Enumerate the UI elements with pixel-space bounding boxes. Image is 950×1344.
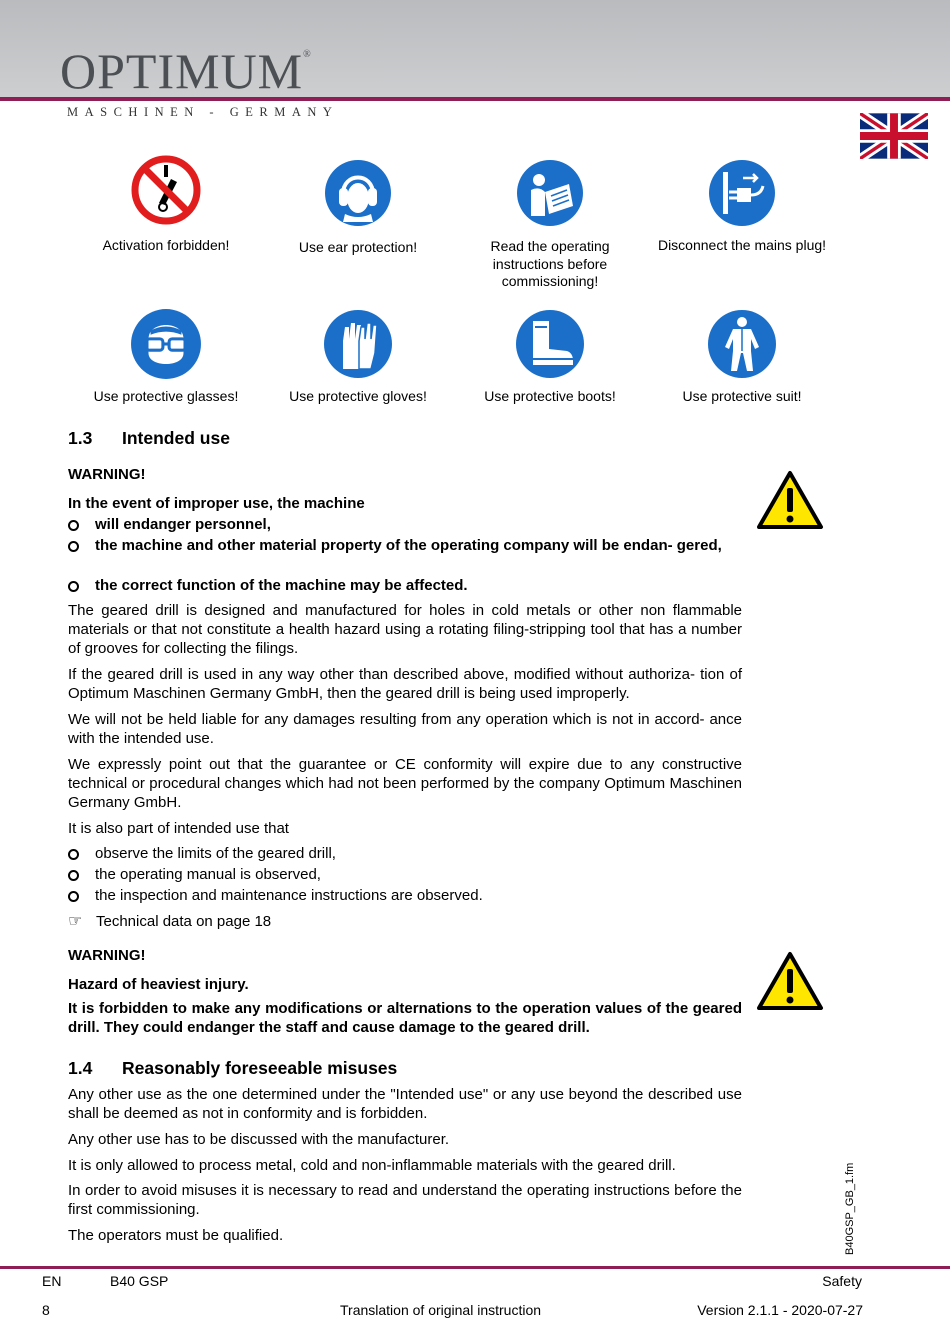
symbol-label: Use protective glasses! [93,388,239,404]
warning-label: WARNING! [68,466,146,483]
disconnect-plug-icon [707,158,777,228]
paragraph: In order to avoid misuses it is necessary to read and understand the operating instructions before the first commissioning. [68,1182,742,1219]
warning-hazard: Hazard of heaviest injury. [68,976,249,993]
warning-label: WARNING! [68,947,146,964]
symbol-label: Use protective boots! [484,388,616,404]
footer-page-number: 8 [42,1302,50,1318]
ear-protection-icon [323,158,393,228]
section-heading-intended-use: 1.3 Intended use [68,428,230,448]
symbol-label: Use protective gloves! [289,388,427,404]
bullet-ring-icon [68,581,79,592]
protective-glasses-icon [130,308,202,380]
bullet-ring-icon [68,520,79,531]
footer-model: B40 GSP [110,1273,169,1289]
bullet-ring-icon [68,891,79,902]
footer-version: Version 2.1.1 - 2020-07-27 [697,1302,863,1318]
paragraph: It is only allowed to process metal, cold and non-inflammable materials with the geared drill. [68,1157,676,1174]
symbol-label: Disconnect the mains plug! [657,237,827,253]
footer-language: EN [42,1273,62,1289]
symbol-disconnect-plug [646,158,838,255]
warning-triangle-icon [756,470,824,530]
footer-divider [0,1266,950,1269]
read-manual-icon [515,158,585,228]
paragraph: Any other use has to be discussed with the manufacturer. [68,1131,450,1148]
paragraph: The operators must be qualified. [68,1227,284,1244]
list-item: will endanger personnel, [68,515,718,534]
list-item: the correct function of the machine may be affected. [68,576,718,595]
list-item: the operating manual is observed, [68,865,718,884]
protective-boots-icon [515,308,585,380]
bullet-ring-icon [68,870,79,881]
activation-forbidden-icon [131,155,201,225]
list-item: the machine and other material property of the operating company will be endan- gered, [68,536,742,555]
symbol-protective-suit [646,308,838,406]
warning-triangle-icon [756,951,824,1011]
symbol-ear-protection [262,158,454,257]
paragraph: We expressly point out that the guarantee or CE conformity will expire due to any constructive technical or procedural changes which had not been performed by the company Optimum Maschinen Germany GmbH. [68,756,742,812]
warning-intro: In the event of improper use, the machine [68,495,365,512]
protective-gloves-icon [323,308,393,380]
footer-translation: Translation of original instruction [340,1302,542,1318]
file-label: B40GSP_GB_1.fm [844,1162,856,1255]
paragraph: Any other use as the one determined under the "Intended use" or any use beyond the described use shall be deemed as not in conformity and is forbidden. [68,1086,742,1123]
symbol-protective-gloves [262,308,454,406]
symbol-protective-boots [454,308,646,406]
uk-flag-icon [860,113,928,159]
bullet-ring-icon [68,541,79,552]
brand-logo: OPTIMUM® [60,43,312,99]
paragraph: We will not be held liable for any damages resulting from any operation which is not in accord- ance with the intended use. [68,711,742,748]
symbol-protective-glasses [70,308,262,406]
paragraph: It is also part of intended use that [68,820,289,837]
bullet-ring-icon [68,849,79,860]
cross-reference-link[interactable]: ☞ Technical data on page 18 [68,911,272,930]
section-heading-misuses: 1.4 Reasonably foreseeable misuses [68,1058,398,1078]
brand-tagline: MASCHINEN - GERMANY [67,105,339,119]
pointing-hand-icon: ☞ [68,911,83,930]
footer-section: Safety [822,1273,862,1289]
protective-suit-icon [707,308,777,380]
symbol-label: Use protective suit! [682,388,802,404]
symbol-read-manual [454,158,646,291]
list-item: observe the limits of the geared drill, [68,844,718,863]
symbol-activation-forbidden [70,155,262,255]
symbol-label: Read the operating instructions before commissioning! [490,238,610,289]
symbol-label: Use ear protection! [298,239,418,255]
warning-text: It is forbidden to make any modifications or alternations to the operation values of the geared drill. They could endanger the staff and cause damage to the geared drill. [68,1000,742,1037]
list-item: the inspection and maintenance instructions are observed. [68,886,718,905]
paragraph: The geared drill is designed and manufactured for holes in cold metals or other non flammable materials or that not constitute a health hazard using a rotating filing-stripping tool that has a number of grooves for collecting the filings. [68,602,742,658]
paragraph: If the geared drill is used in any way other than described above, modified without authoriza- tion of Optimum Maschinen Germany GmbH, then the geared drill is being used improperly. [68,666,742,703]
symbol-label: Activation forbidden! [102,237,230,253]
